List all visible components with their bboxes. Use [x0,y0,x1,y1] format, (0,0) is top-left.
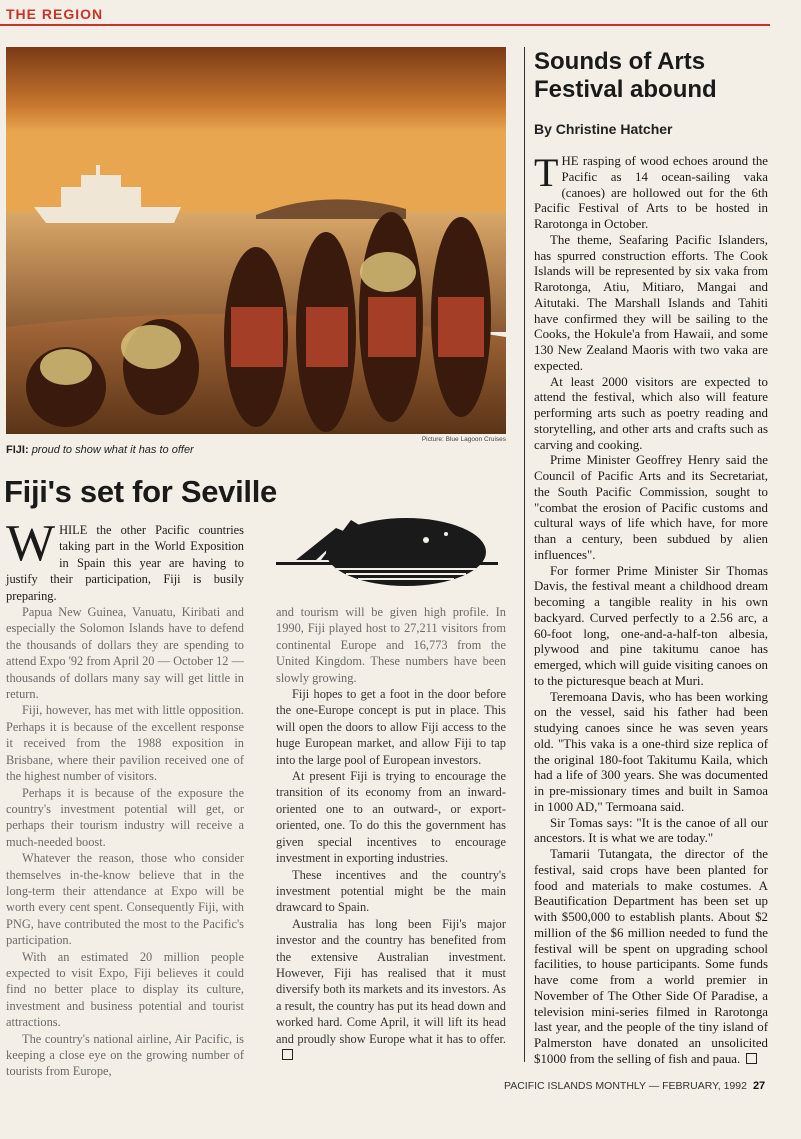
fiji-para-6: With an estimated 20 million people expected to visit Expo, Fiji believes it could find no better place to display its culture, investment and business potential and tourist attractions. [6,949,244,1030]
fiji-para-1: WHILE the other Pacific countries taking part in the World Exposition in Spain this year are having to justify their participation, Fiji is busily preparing. [6,515,244,603]
fiji-para-8: and tourism will be given high profile. In 1990, Fiji played host to 27,211 visitors from continental Europe and 16,773 from the United Kingdom. These numbers have been slowly growing. [276,605,506,685]
fiji-para-3: Fiji, however, has met with little opposition. Perhaps it is because of the excellent response it received from the 1988 exposition in Brisbane, where their pavilion received one of the highest number of visitors. [6,703,244,784]
festival-para-8: Tamarii Tutangata, the director of the festival, said crops have been planted for food and materials to make costumes. A Beautification Department has been set up with $500,000 to establish plants. About $2 million of the $6 million needed to fund the festival will be spent on upgrading school facilities, to house participants. Some funds have come from a world premier in November of The Other Side Of Paradise, a television mini-series filmed in Rarotonga last year, and the people of the tiny island of Palmerston have donated an unsolicited $1000 from the selling of fish and paua. [534,847,768,1066]
fiji-para-9: Fiji hopes to get a foot in the door before the one-Europe concept is put in place. This will open the doors to allow Fiji access to the huge European market, and allow Fiji to tap into the large pool of European investors. [276,687,506,767]
fiji-para-10: At present Fiji is trying to encourage the transition of its economy from an inward-oriented one to an outward-, or export-oriented, one. To do this the government has given special incentives to encourage investment in exporting industries. [276,769,506,866]
fiji-para-5: Whatever the reason, those who consider themselves in-the-know believe that in the long-term their attendance at Expo will be worth every cent spent. Consequently Fiji, with PNG, have contributed the most to the Pacific's participation. [6,851,244,948]
caption-label: FIJI: [6,444,29,456]
photo-credit: Picture: Blue Lagoon Cruises [421,436,506,443]
page-number: 27 [752,1080,766,1092]
fiji-para-4: Perhaps it is because of the exposure the country's investment potential will get, or perhaps their tourism industry will receive a much-needed boost. [6,785,244,849]
festival-para-2: The theme, Seafaring Pacific Islanders, has spurred construction efforts. The Cook Islands will be represented by six vaka from Rarotonga, Atiu, Mitiaro, Mangai and Aitutaki. The Marshall Islands and Tahiti have confirmed they will be sailing to the Cooks, the Hokule'a from Hawaii, and some 130 New Zealand Maoris with two vaka are expected. [534,232,768,373]
page-footer [504,1080,765,1092]
festival-para-6: Teremoana Davis, who has been working on the vessel, said his father had been studying canoes since he was seven years old. "This vaka is a one-third size replica of the original 180-foot Takitumu Kaila, which had a life of 300 years. She was documented in pre-missionary times and built in Samoa in 1000 AD," Termoana said. [534,689,768,814]
fiji-para-12: Australia has long been Fiji's major investor and the country has benefited from the extensive Australian investment. However, Fiji has realised that it must diversify both its markets and its investors. As a result, the country has put its head down and worked hard. Come April, it will lift its head and proudly show Europe what it has to offer. [276,916,506,1064]
fiji-column-2 [276,604,506,1063]
festival-para-5: For former Prime Minister Sir Thomas Davis, the festival meant a childhood dream becoming a tangible reality in his own backyard. Curved perfectly to a 2.56 arc, a 60-foot long, one-and-a-half-ton albesia, plywood and pine takitumu canoe has emerged, which will guide visiting canoes on to the picturesque beach at Muri. [534,563,768,688]
festival-para-7: Sir Tomas says: "It is the canoe of all our ancestors. It is what we are today." [534,815,768,846]
festival-para-1: THE rasping of wood echoes around the Pacific as 14 ocean-sailing vaka (canoes) are hollowed out for the 6th Pacific Festival of Arts to be hosted in Rarotonga in October. [534,150,768,231]
photo-caption [6,444,194,456]
publication-name: PACIFIC ISLANDS MONTHLY — FEBRUARY, 1992 [504,1080,747,1092]
caption-text: proud to show what it has to offer [31,444,194,456]
byline: By Christine Hatcher [534,121,673,137]
fiji-para-7: The country's national airline, Air Pacific, is keeping a close eye on the growing number of tourists from Europe, [6,1031,244,1079]
header-rule [0,24,770,26]
fiji-dropcap: W [6,515,56,572]
dancers-photo [6,47,506,434]
island-logo [276,510,498,600]
festival-headline: Sounds of Arts Festival abound [534,48,717,103]
festival-dropcap: T [534,150,559,195]
fiji-column-1 [6,515,244,1080]
end-mark [746,1053,757,1064]
fiji-headline: Fiji's set for Seville [4,474,277,509]
end-mark [282,1049,293,1060]
fiji-para-2: Papua New Guinea, Vanuatu, Kiribati and especially the Solomon Islands have to defend the thousands of dollars they are spending to attend Expo '92 from April 20 — October 12 — thousands of dollars many say will get little in return. [6,605,244,702]
fiji-para-11: These incentives and the country's investment potential might be the main drawcard to Spain. [276,867,506,915]
section-title: THE REGION [6,6,104,22]
festival-column [534,150,768,1068]
column-divider [524,47,525,1062]
festival-para-4: Prime Minister Geoffrey Henry said the Council of Pacific Arts and its Secretariat, the South Pacific Commission, sought to "combat the erosion of Pacific customs and cultural ways of life which have, for more than a century, been subdued by alien influences". [534,453,768,562]
festival-para-3: At least 2000 visitors are expected to attend the festival, which also will feature performing arts such as poetry reading and storytelling, and other arts and crafts such as carving and cooking. [534,374,768,452]
